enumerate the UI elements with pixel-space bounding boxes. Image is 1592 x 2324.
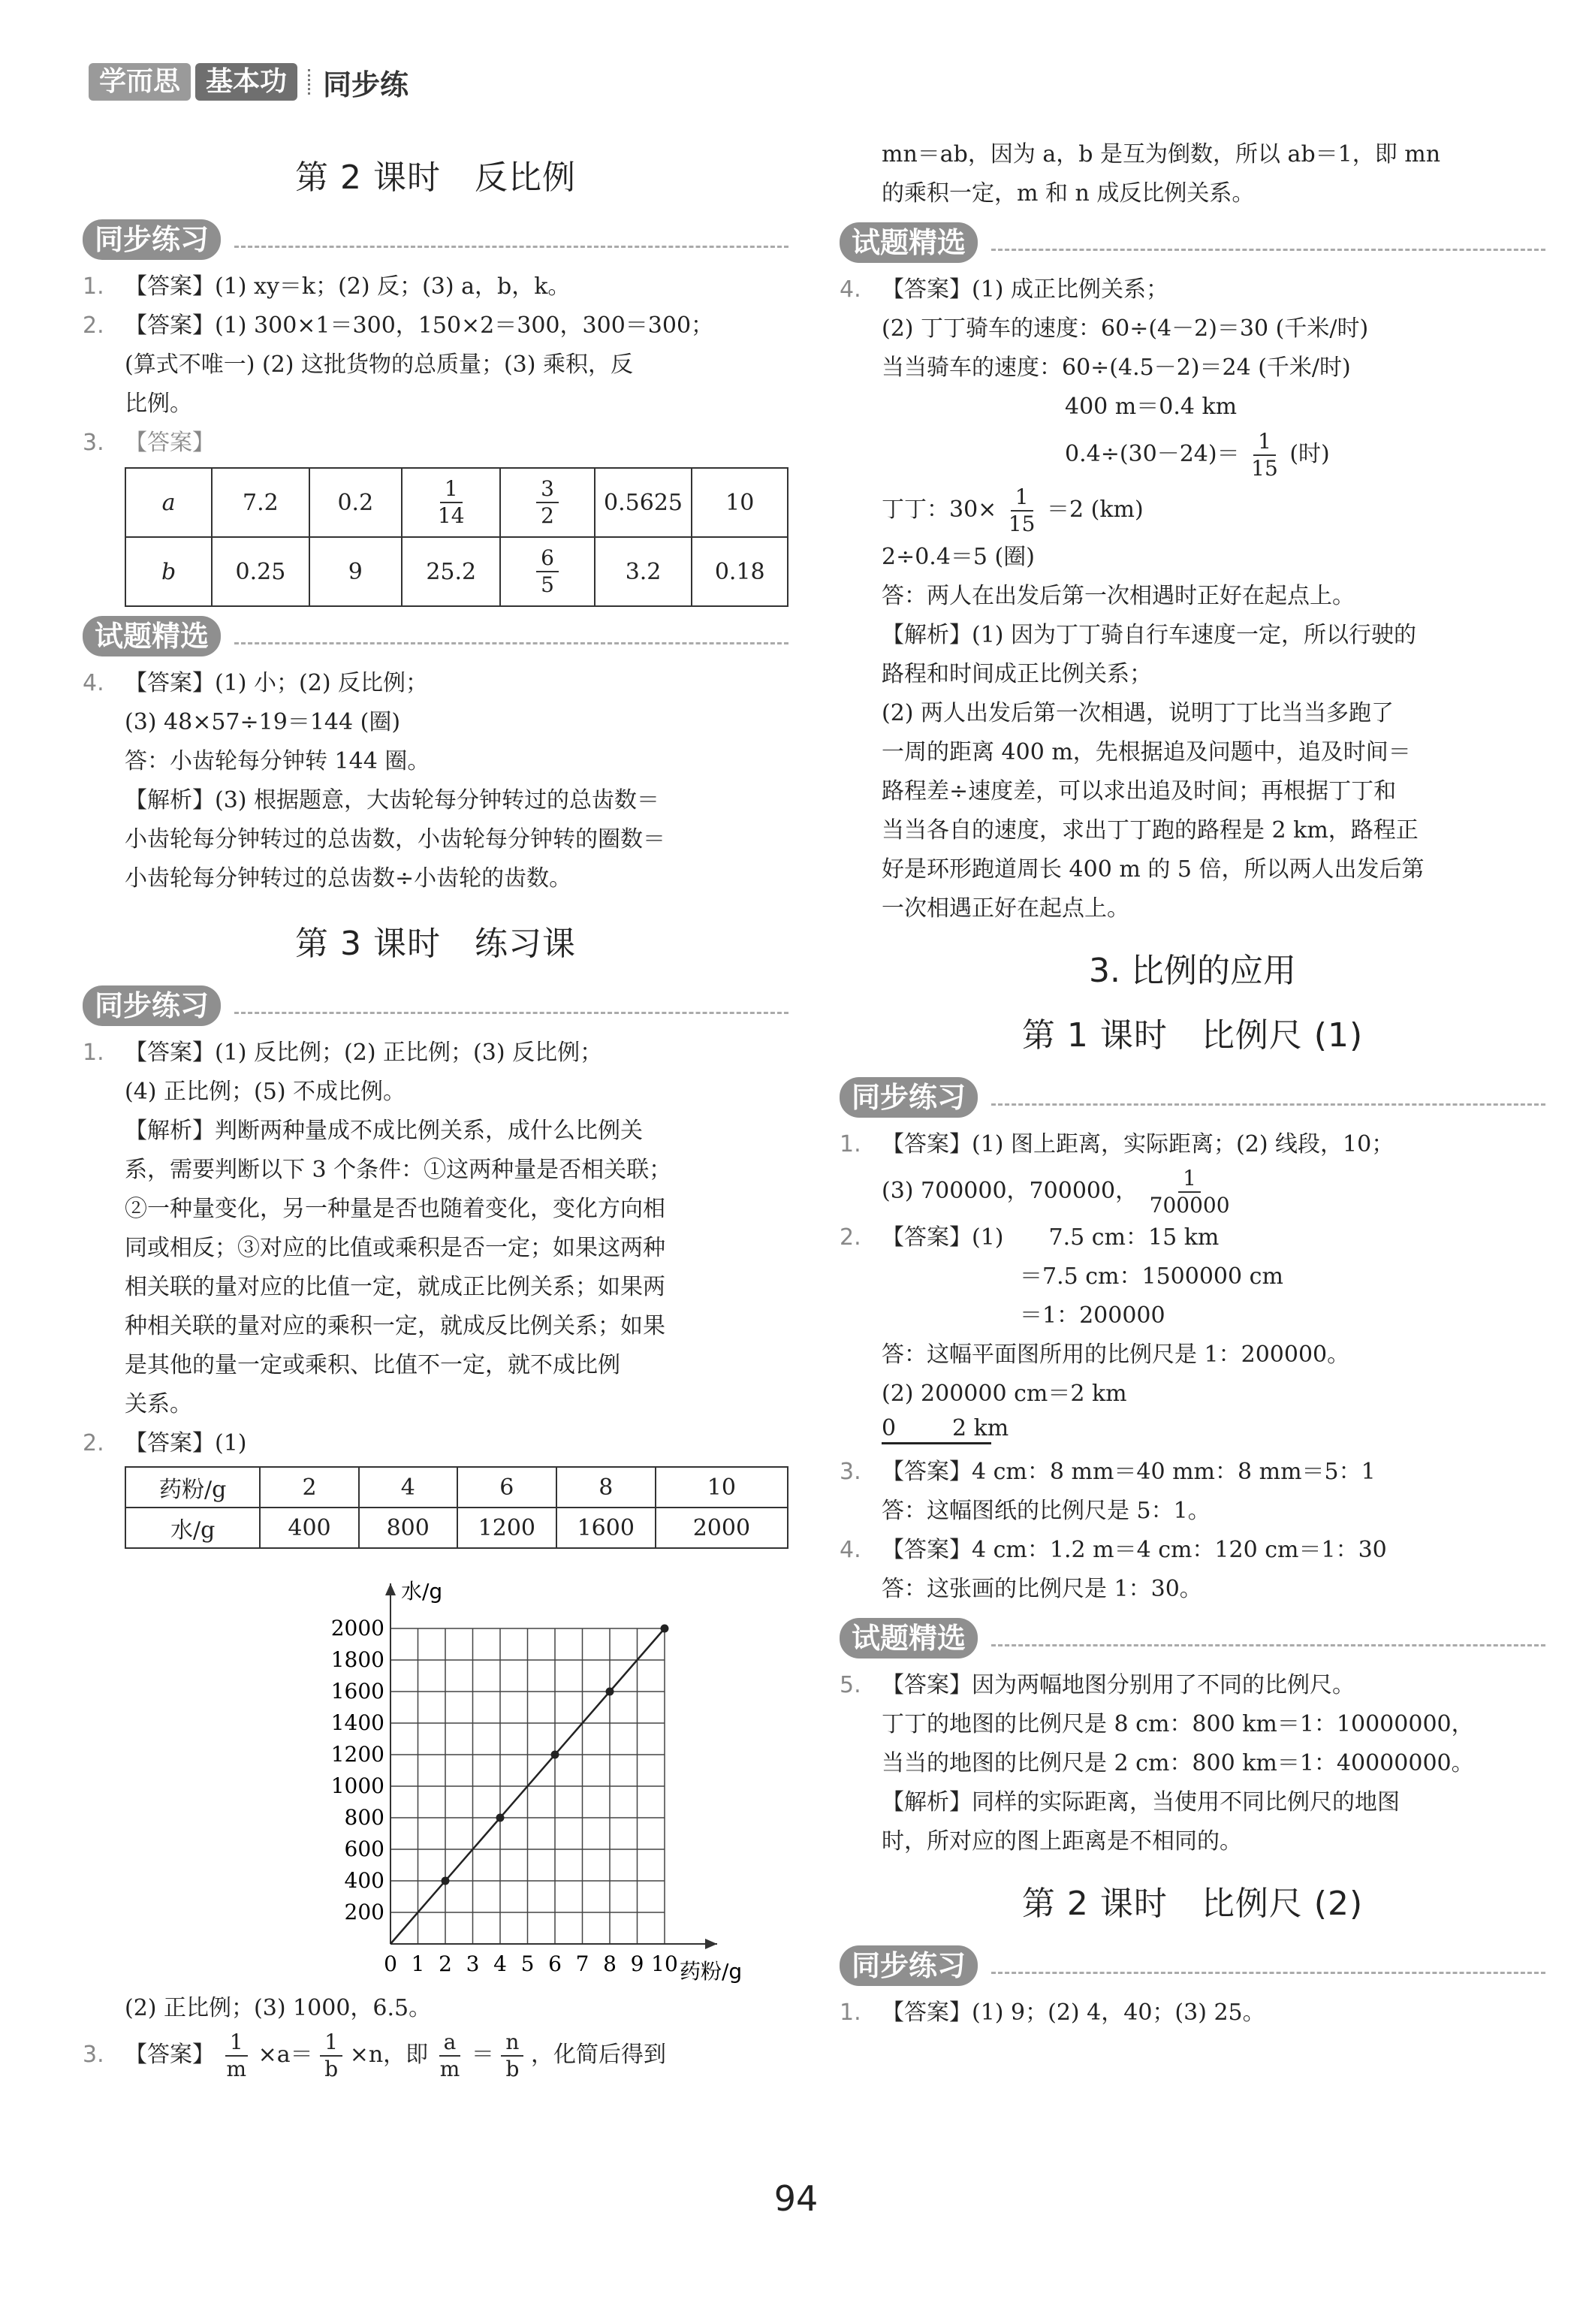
item-number: 1. <box>840 1131 861 1157</box>
answer-text: 【答案】4 cm：8 mm＝40 mm：8 mm＝5：1 <box>882 1459 1376 1485</box>
right-column <box>840 135 1545 2033</box>
answer-item <box>840 1453 1545 1492</box>
denominator: 2 <box>541 503 554 528</box>
numerator: 3 <box>536 476 559 503</box>
section-tag-label: 试题精选 <box>83 616 221 656</box>
answer-item <box>83 1424 788 1463</box>
answer-text: (3) 48×57÷19＝144 (圈) <box>125 709 401 735</box>
answer-text: 【答案】(1) 9；(2) 4，40；(3) 25。 <box>882 2000 1265 2026</box>
brand-name-2: 基本功 <box>195 63 297 101</box>
table-cell: 800 <box>359 1508 457 1548</box>
answer-text: 当当骑车的速度：60÷(4.5－2)＝24 (千米/时) <box>882 355 1351 381</box>
fraction <box>536 545 559 598</box>
ratio-table <box>125 467 788 607</box>
page-number: 94 <box>773 2178 819 2219</box>
analysis-text: 种相关联的量对应的乘积一定，就成反比例关系；如果 <box>125 1313 665 1339</box>
table-cell: 0.2 <box>309 468 402 537</box>
x-tick-label: 4 <box>493 1951 507 1976</box>
item-number: 1. <box>840 2000 861 2026</box>
analysis-text: 【解析】同样的实际距离，当使用不同比例尺的地图 <box>882 1789 1400 1815</box>
denominator: b <box>505 2057 520 2081</box>
answer-text: 答：这幅图纸的比例尺是 5：1。 <box>882 1498 1211 1524</box>
formula-text: (3) 700000，700000， <box>882 1178 1138 1204</box>
table-cell: 10 <box>656 1467 788 1508</box>
lesson-title: 第 2 课时 比例尺 (2) <box>1021 1885 1364 1923</box>
lesson-title: 第 3 课时 练习课 <box>295 925 576 963</box>
section-tag-label: 同步练习 <box>83 985 221 1026</box>
section-tag <box>840 222 1545 263</box>
item-number: 3. <box>840 1459 861 1485</box>
analysis-text: 相关联的量对应的比值一定，就成正比例关系；如果两 <box>125 1274 665 1300</box>
scale-bar <box>840 1414 1545 1453</box>
table-cell: a <box>125 468 212 537</box>
section-tag <box>83 985 788 1026</box>
answer-text: 丁丁的地图的比例尺是 8 cm：800 km＝1：10000000， <box>882 1711 1474 1737</box>
y-tick-label: 1200 <box>330 1742 384 1767</box>
numerator: n <box>501 2030 523 2057</box>
data-point <box>551 1751 559 1759</box>
table-cell <box>500 468 594 537</box>
scale-label-start: 0 <box>882 1415 897 1441</box>
answer-text: (算式不唯一) (2) 这批货物的总质量；(3) 乘积，反 <box>125 352 634 378</box>
lesson-title: 第 2 课时 反比例 <box>295 158 576 197</box>
numerator: 1 <box>225 2030 248 2057</box>
y-axis-arrow <box>385 1583 396 1595</box>
table-cell: 6 <box>457 1467 556 1508</box>
data-point <box>661 1625 669 1633</box>
item-number: 4. <box>840 276 861 303</box>
analysis-text: 【解析】(1) 因为丁丁骑自行车速度一定，所以行驶的 <box>882 622 1417 648</box>
section-tag <box>83 616 788 656</box>
analysis-text: 小齿轮每分钟转过的总齿数÷小齿轮的齿数。 <box>125 865 572 892</box>
analysis-text: 当当各自的速度，求出丁丁跑的路程是 2 km，路程正 <box>882 817 1419 844</box>
dashed-divider <box>991 1103 1545 1106</box>
dashed-divider <box>991 1644 1545 1646</box>
answer-text: ×a＝ <box>258 2042 313 2068</box>
answer-text: 【答案】(1) 图上距离，实际距离；(2) 线段，10； <box>882 1131 1395 1157</box>
answer-text: 答：小齿轮每分钟转 144 圈。 <box>125 748 430 774</box>
answer-text: 比例。 <box>125 391 192 417</box>
section-tag-label: 同步练习 <box>83 219 221 260</box>
dashed-divider <box>991 1972 1545 1974</box>
answer-item <box>840 1994 1545 2033</box>
table-row <box>125 468 788 537</box>
header-divider <box>308 69 312 95</box>
answer-item <box>83 664 788 703</box>
table-cell <box>500 537 594 606</box>
answer-text: 【答案】(1) 300×1＝300，150×2＝300，300＝300； <box>125 312 714 339</box>
table-cell: 0.5625 <box>595 468 692 537</box>
lesson-title: 第 1 课时 比例尺 (1) <box>1021 1016 1364 1055</box>
denominator: 14 <box>437 503 465 528</box>
answer-item <box>83 306 788 346</box>
answer-item <box>840 1218 1545 1257</box>
x-tick-label: 1 <box>411 1951 425 1976</box>
table-cell: 水/g <box>125 1508 260 1548</box>
page-header <box>89 62 409 102</box>
item-number: 2. <box>83 312 104 339</box>
y-axis-label: 水/g <box>401 1579 443 1604</box>
analysis-text: 系，需要判断以下 3 个条件：①这两种量是否相关联； <box>125 1157 672 1183</box>
analysis-text: 一周的距离 400 m，先根据追及问题中，追及时间＝ <box>882 739 1411 765</box>
x-tick-label: 6 <box>548 1951 562 1976</box>
table-cell: 25.2 <box>402 537 500 606</box>
table-cell: 药粉/g <box>125 1467 260 1508</box>
formula-text: 丁丁：30× <box>882 496 997 523</box>
answer-text: 【答案】(1) 反比例；(2) 正比例；(3) 反比例； <box>125 1040 603 1066</box>
formula-text: ＝2 (km) <box>1047 496 1144 523</box>
table-cell: 7.2 <box>212 468 309 537</box>
answer-text: 2÷0.4＝5 (圈) <box>882 544 1035 570</box>
answer-text: (2) 丁丁骑车的速度：60÷(4－2)＝30 (千米/时) <box>882 315 1369 342</box>
item-number: 2. <box>83 1430 104 1456</box>
analysis-text: ②一种量变化，另一种量是否也随着变化，变化方向相 <box>125 1196 665 1222</box>
answer-text: 【答案】4 cm：1.2 m＝4 cm：120 cm＝1：30 <box>882 1537 1387 1563</box>
section-tag-label: 同步练习 <box>840 1077 978 1118</box>
answer-item <box>840 270 1545 309</box>
numerator: 1 <box>1253 429 1276 456</box>
section-tag <box>840 1945 1545 1986</box>
table-cell: 1200 <box>457 1508 556 1548</box>
y-tick-label: 600 <box>344 1837 384 1861</box>
data-point <box>606 1688 614 1696</box>
fraction <box>433 476 469 529</box>
x-tick-label: 10 <box>651 1951 678 1976</box>
x-axis-arrow <box>705 1939 717 1949</box>
answer-text: 答：这幅平面图所用的比例尺是 1：200000。 <box>882 1342 1350 1368</box>
brand-name-1: 学而思 <box>89 63 191 101</box>
section-tag <box>840 1077 1545 1118</box>
answer-label: 【答案】 <box>125 2042 215 2068</box>
answer-text: 答：两人在出发后第一次相遇时正好在起点上。 <box>882 583 1355 609</box>
answer-text: 400 m＝0.4 km <box>1065 394 1238 420</box>
numerator: a <box>439 2030 461 2057</box>
analysis-text: 同或相反；③对应的比值或乘积是否一定；如果这两种 <box>125 1235 665 1261</box>
denominator: m <box>439 2057 460 2081</box>
table-cell: 9 <box>309 537 402 606</box>
answer-text: 【答案】(1) xy＝k；(2) 反；(3) a，b，k。 <box>125 273 571 300</box>
numerator: 1 <box>1011 484 1033 512</box>
table-cell: b <box>125 537 212 606</box>
numerator: 6 <box>536 545 559 572</box>
data-point <box>442 1877 450 1885</box>
item-number: 3. <box>83 430 104 456</box>
answer-text: ，化简后得到 <box>530 2042 666 2068</box>
section-tag-label: 试题精选 <box>840 1618 978 1658</box>
y-tick-label: 1800 <box>330 1647 384 1672</box>
line-chart <box>240 1553 743 1989</box>
answer-item <box>840 1666 1545 1705</box>
table-cell: 2 <box>260 1467 358 1508</box>
denominator: 15 <box>1251 456 1278 481</box>
y-tick-label: 1000 <box>330 1773 384 1798</box>
answer-item <box>83 424 788 463</box>
fraction <box>222 2030 252 2082</box>
answer-item <box>83 267 788 306</box>
scale-line <box>882 1442 991 1444</box>
answer-item <box>83 1034 788 1073</box>
answer-text <box>840 482 1545 538</box>
answer-text: ＝7.5 cm：1500000 cm <box>1020 1263 1283 1290</box>
book-subtitle: 同步练 <box>323 68 409 101</box>
dashed-divider <box>234 642 788 644</box>
y-tick-label: 2000 <box>330 1616 384 1640</box>
answer-text: (2) 正比例；(3) 1000，6.5。 <box>125 1995 432 2021</box>
answer-text: 【答案】(1) 小；(2) 反比例； <box>125 670 429 696</box>
scale-label-end: 2 km <box>952 1415 1009 1441</box>
answer-text: 的乘积一定，m 和 n 成反比例关系。 <box>882 180 1255 207</box>
numerator: 1 <box>320 2030 342 2057</box>
x-tick-label: 7 <box>575 1951 589 1976</box>
answer-text: 【答案】(1) <box>125 1430 247 1456</box>
analysis-text: 【解析】判断两种量成不成比例关系，成什么比例关 <box>125 1118 643 1144</box>
answer-text: ＝ <box>471 2042 494 2068</box>
item-number: 5. <box>840 1672 861 1698</box>
answer-text: 当当的地图的比例尺是 2 cm：800 km＝1：40000000。 <box>882 1750 1474 1776</box>
denominator: 700000 <box>1149 1193 1230 1218</box>
x-tick-label: 8 <box>603 1951 617 1976</box>
y-tick-label: 200 <box>344 1900 384 1924</box>
table-cell: 2000 <box>656 1508 788 1548</box>
analysis-text: 好是环形跑道周长 400 m 的 5 倍，所以两人出发后第 <box>882 856 1425 883</box>
analysis-text: 【解析】(3) 根据题意，大齿轮每分钟转过的总齿数＝ <box>125 787 660 813</box>
table-row <box>125 1508 788 1548</box>
fraction <box>320 2030 342 2082</box>
denominator: 5 <box>541 572 554 597</box>
analysis-text: 路程和时间成正比例关系； <box>882 661 1152 687</box>
section-tag-label: 同步练习 <box>840 1945 978 1986</box>
answer-text: ＝1：200000 <box>1020 1302 1165 1329</box>
item-number: 3. <box>83 2042 104 2068</box>
table-row <box>125 1467 788 1508</box>
answer-text: 【答案】(1) 7.5 cm：15 km <box>882 1224 1220 1251</box>
item-number: 4. <box>840 1537 861 1563</box>
answer-item <box>840 1125 1545 1164</box>
section-tag <box>840 1618 1545 1658</box>
x-tick-label: 9 <box>630 1951 644 1976</box>
item-number: 2. <box>840 1224 861 1251</box>
x-tick-label: 2 <box>439 1951 452 1976</box>
left-column <box>83 143 788 2082</box>
fraction <box>436 2030 465 2082</box>
analysis-text: 关系。 <box>125 1391 192 1417</box>
dashed-divider <box>234 1012 788 1014</box>
x-tick-label: 5 <box>520 1951 535 1976</box>
denominator: b <box>324 2057 339 2081</box>
table-cell: 4 <box>359 1467 457 1508</box>
answer-text: (2) 200000 cm＝2 km <box>882 1381 1127 1407</box>
answer-text: 【答案】因为两幅地图分别用了不同的比例尺。 <box>882 1672 1355 1698</box>
y-tick-label: 1600 <box>330 1679 384 1704</box>
answer-text: ×n，即 <box>349 2042 429 2068</box>
answer-text: (4) 正比例；(5) 不成比例。 <box>125 1079 406 1105</box>
brand-logo <box>89 63 297 101</box>
numerator: 1 <box>1178 1166 1201 1193</box>
y-tick-label: 800 <box>344 1805 384 1830</box>
dashed-divider <box>991 249 1545 251</box>
analysis-text: 路程差÷速度差，可以求出追及时间；再根据丁丁和 <box>882 778 1397 804</box>
table-cell <box>402 468 500 537</box>
denominator: m <box>226 2057 247 2081</box>
table-cell: 3.2 <box>595 537 692 606</box>
table-cell: 10 <box>692 468 788 537</box>
table-cell: 1600 <box>556 1508 656 1548</box>
item-number: 4. <box>83 670 104 696</box>
fraction <box>501 2030 523 2082</box>
answer-text: 【答案】(1) 成正比例关系； <box>882 276 1169 303</box>
fraction <box>536 476 559 529</box>
chapter-title: 3. 比例的应用 <box>1089 952 1296 990</box>
y-tick-label: 1400 <box>330 1710 384 1735</box>
denominator: 15 <box>1008 512 1036 536</box>
fraction <box>1247 429 1283 481</box>
table-row <box>125 537 788 606</box>
fraction <box>1145 1166 1235 1218</box>
answer-text: 【答案】 <box>125 430 215 456</box>
analysis-text: 一次相遇正好在起点上。 <box>882 895 1129 922</box>
formula-text: (时) <box>1289 441 1330 467</box>
data-point <box>496 1814 505 1822</box>
dashed-divider <box>234 246 788 248</box>
numerator: 1 <box>440 476 463 503</box>
answer-text <box>840 427 1545 482</box>
answer-text: mn＝ab，因为 a，b 是互为倒数，所以 ab＝1，即 mn <box>882 141 1441 168</box>
formula-text: 0.4÷(30－24)＝ <box>1065 441 1240 467</box>
analysis-text: 时，所对应的图上距离是不相同的。 <box>882 1828 1242 1855</box>
answer-text: 答：这张画的比例尺是 1：30。 <box>882 1576 1202 1602</box>
section-tag <box>83 219 788 260</box>
y-tick-label: 400 <box>344 1868 384 1893</box>
analysis-text: 是其他的量一定或乘积、比值不一定，就不成比例 <box>125 1352 620 1378</box>
table-cell: 400 <box>260 1508 358 1548</box>
answer-item <box>840 1531 1545 1570</box>
analysis-text: 小齿轮每分钟转过的总齿数，小齿轮每分钟转的圈数＝ <box>125 826 665 853</box>
table-cell: 0.18 <box>692 537 788 606</box>
fraction <box>1004 484 1040 537</box>
table-cell: 8 <box>556 1467 656 1508</box>
answer-item <box>83 2028 788 2082</box>
data-table <box>125 1466 788 1549</box>
analysis-text: (2) 两人出发后第一次相遇，说明丁丁比当当多跑了 <box>882 700 1395 726</box>
item-number: 1. <box>83 273 104 300</box>
answer-text <box>840 1164 1545 1218</box>
x-tick-label: 3 <box>466 1951 480 1976</box>
section-tag-label: 试题精选 <box>840 222 978 263</box>
table-cell: 0.25 <box>212 537 309 606</box>
item-number: 1. <box>83 1040 104 1066</box>
x-axis-label: 药粉/g <box>680 1959 743 1984</box>
x-tick-label: 0 <box>384 1951 397 1976</box>
